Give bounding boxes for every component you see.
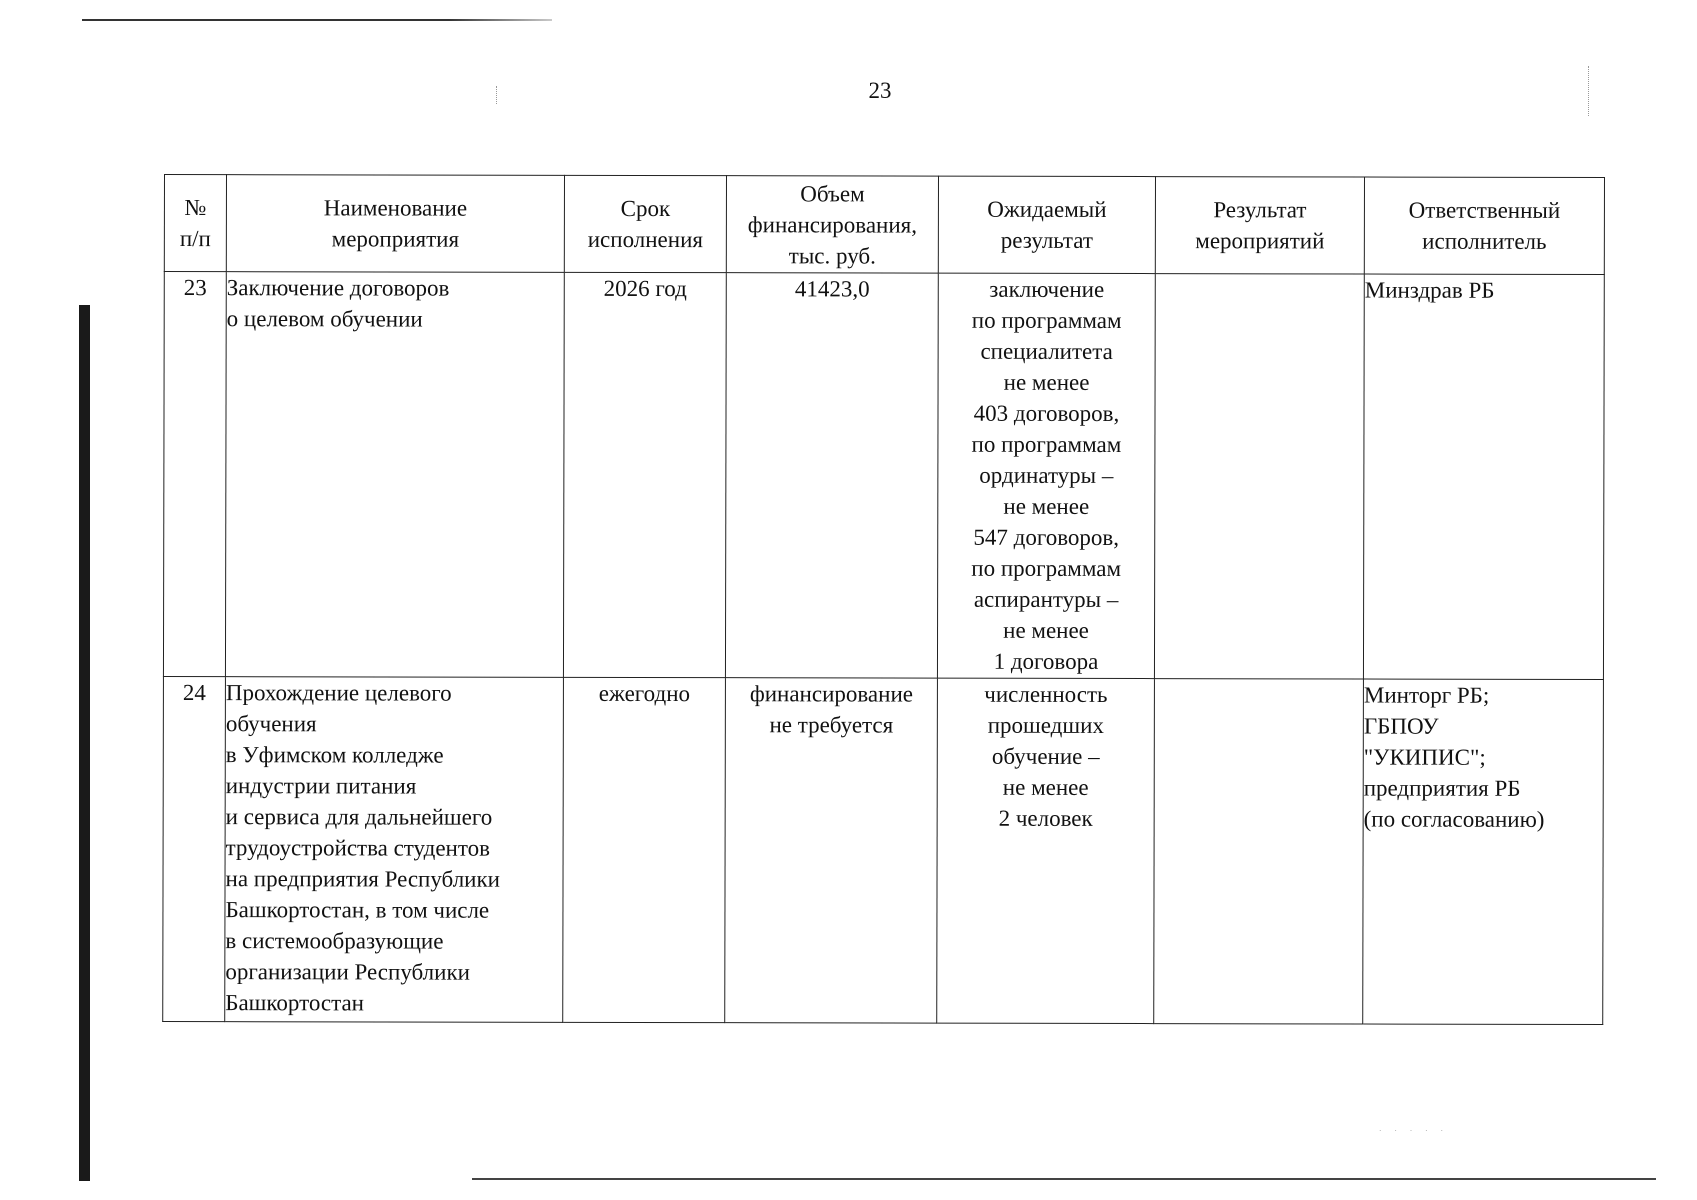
scan-artifact-dots [496,86,499,104]
measure-result [1154,274,1364,679]
table-row [163,676,1604,1024]
expected-result: заключение по программам специалитета не менее 403 договоров, по программам ординатуры – не менее 547 договоров, по программам аспирантуры – не менее 1 договора [937,273,1155,678]
measures-table [162,174,1605,1025]
expected-result: численность прошедших обучение – не менее 2 человек [937,678,1155,1023]
row-number: 23 [163,272,226,677]
scan-artifact-dots-right [1588,66,1591,116]
table-row [163,272,1604,680]
header-expected-result: Ожидаемый результат [938,176,1155,273]
header-measure-name: Наименование мероприятия [226,175,564,273]
header-number: № п/п [164,175,226,272]
scan-edge-line-bottom [472,1178,1656,1180]
header-deadline: Срок исполнения [564,175,726,272]
deadline: ежегодно [563,677,726,1022]
measure-name: Прохождение целевого обучения в Уфимском колледже индустрии питания и сервиса для дальнейшего трудоустройства студентов на предприятия Республики Башкортостан, в том числе в системообразующие организации Республики Башкортостан [225,677,564,1023]
header-funding: Объем финансирования, тыс. руб. [726,176,938,273]
page-number: 23 [868,78,892,103]
header-measure-result: Результат мероприятий [1155,177,1364,274]
funding-amount: 41423,0 [725,273,938,678]
deadline: 2026 год [563,272,726,677]
funding-amount: финансирование не требуется [725,678,938,1023]
responsible-executor: Минздрав РБ [1363,274,1604,680]
scan-edge-line-top [82,19,552,21]
row-number: 24 [163,676,226,1021]
measure-name: Заключение договоров о целевом обучении [225,272,564,678]
measure-result [1154,679,1364,1024]
header-responsible: Ответственный исполнитель [1364,177,1604,275]
table-header-row [164,175,1604,275]
responsible-executor: Минторг РБ; ГБПОУ "УКИПИС"; предприятия РБ (по согласованию) [1363,679,1604,1025]
scan-edge-bar-left [79,305,90,1181]
scan-artifact-smudge: ˙ ˙ ˙ ˙ ˙ [1378,1130,1448,1140]
